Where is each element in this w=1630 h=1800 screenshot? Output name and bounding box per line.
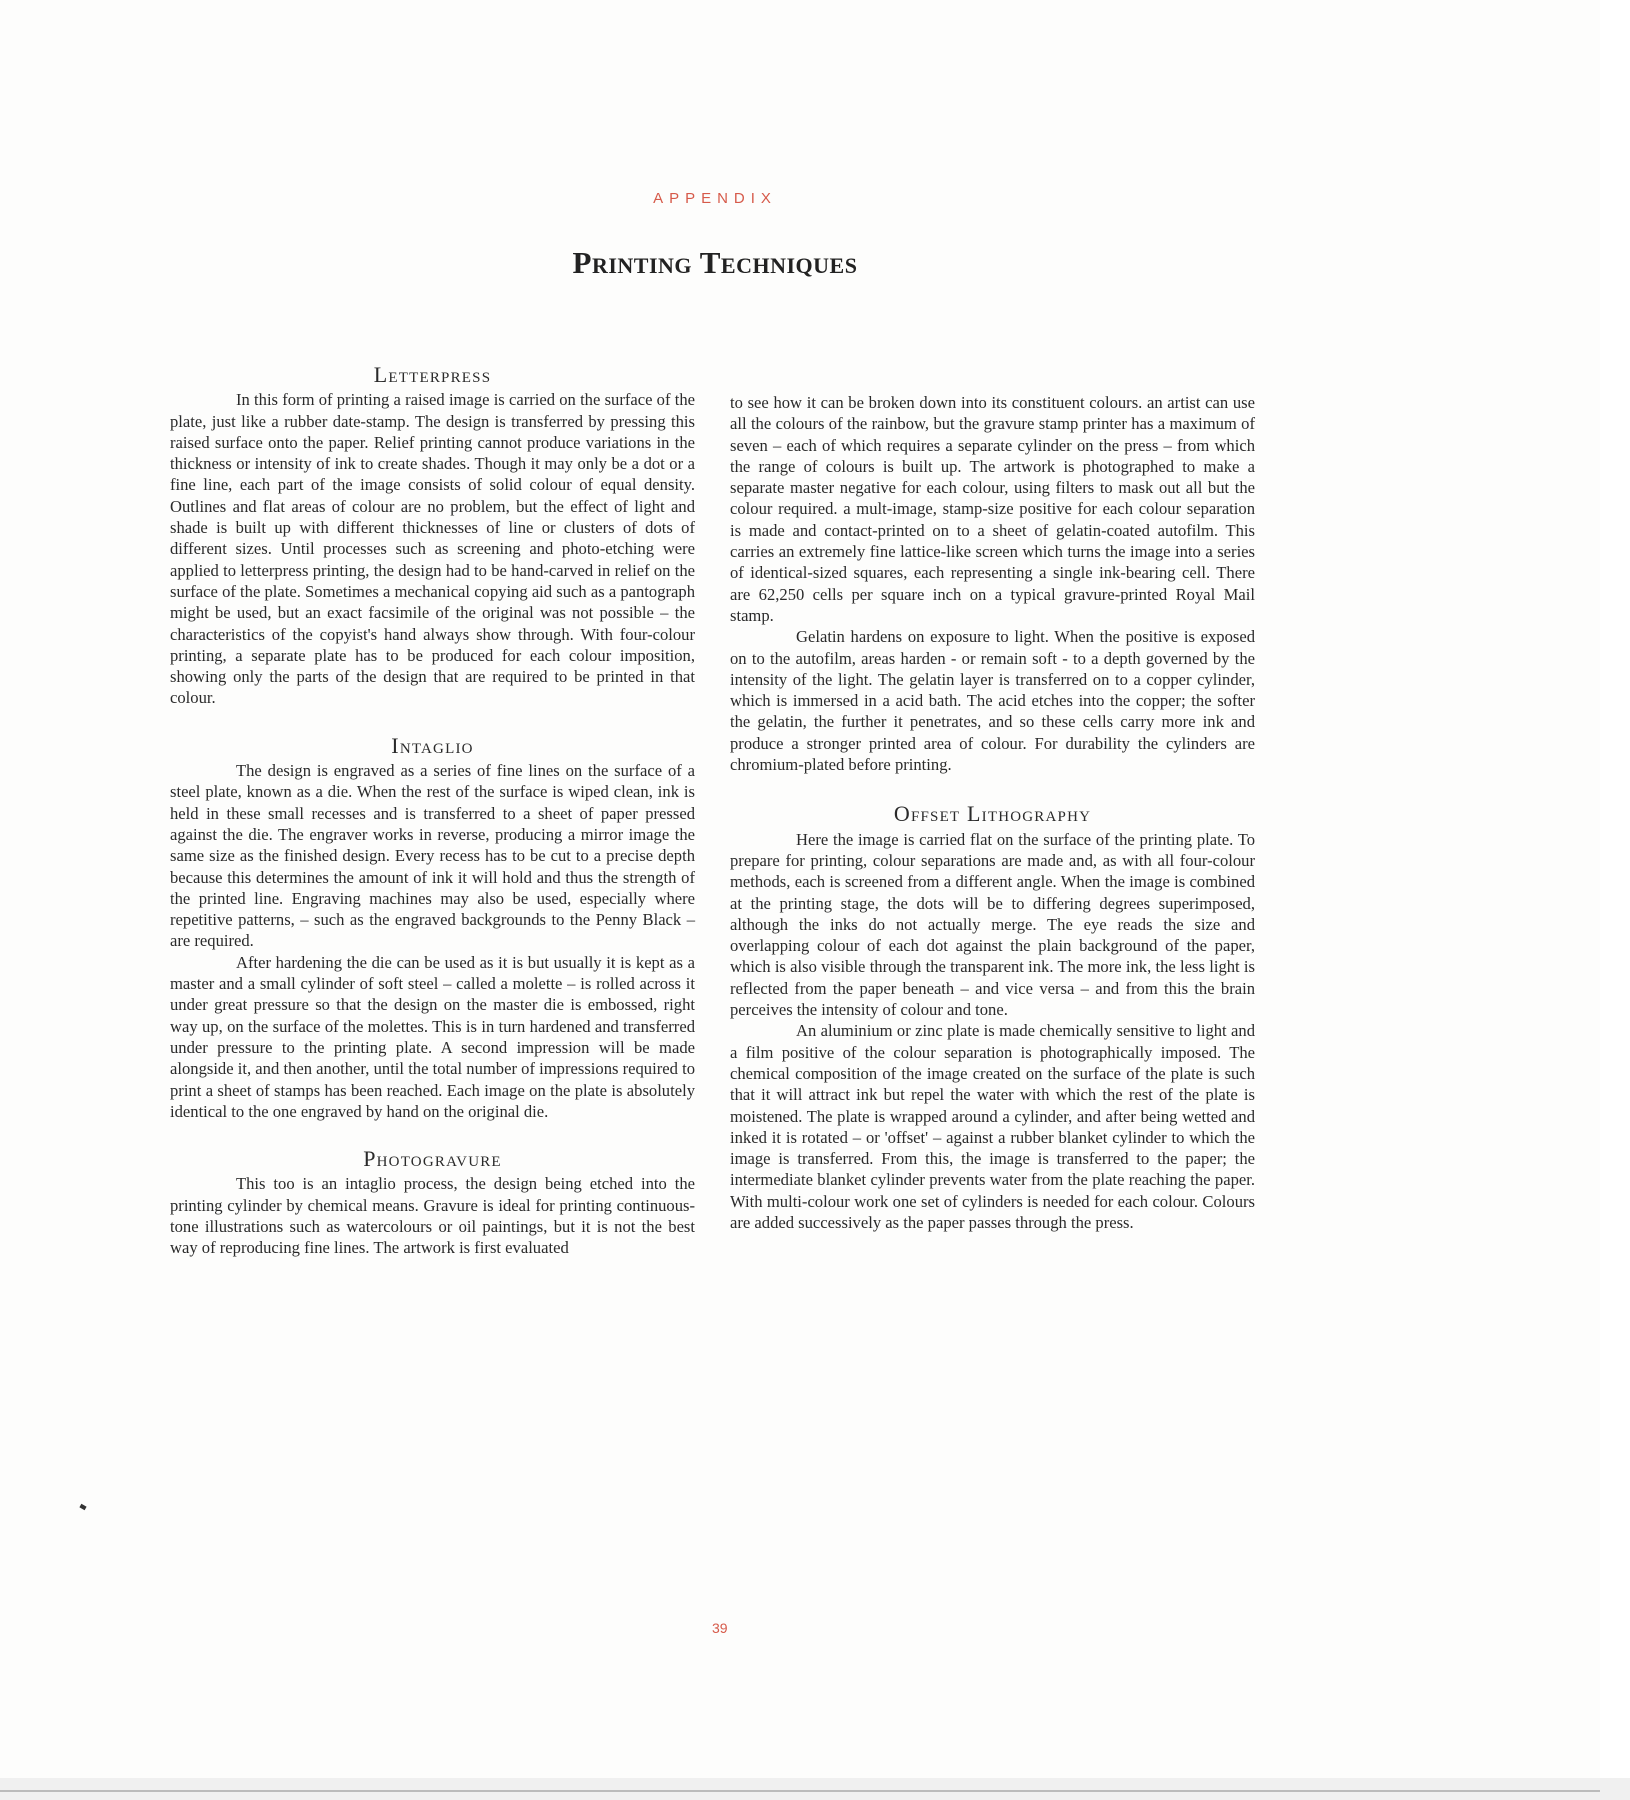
heading-letterpress: Letterpress [373,362,492,387]
heading-intaglio: Intaglio [391,732,474,758]
photogravure-paragraph-1: This too is an intaglio process, the design being etched into the printing cylinder by chemical means. Gravure is ideal for printing continuous-tone illustrations such as watercolours or oil paintings, but it is not the best way of reproducing fine lines. The artwork is first evaluated [170,1174,695,1258]
heading-offset-lithography: Offset Lithography [893,801,1092,827]
page-title: Printing Techniques [572,245,858,280]
offset-paragraph-1: Here the image is carried flat on the surface of the printing plate. To prepare for printing, colour separations are made and, as with all four-colour methods, each is screened from a different angle. When the image is combined at the printing stage, the dots will be to differing degrees superimposed, although the inks do not actually merge. The eye reads the size and overlapping colour of each dot against the plain background of the paper, which is also visible through the transparent ink. The more ink, the less light is reflected from the paper beneath – and vice versa – and from this the brain perceives the intensity of colour and tone. [730,829,1255,1020]
intaglio-paragraph-2: After hardening the die can be used as it is but usually it is kept as a master and a small cylinder of soft steel – called a molette – is rolled across it under great pressure so that the design on the master die is embossed, right way up, on the surface of the molettes. This is in turn hardened and transferred under pressure to the printing plate. A second impression will be made alongside it, and then another, until the total number of impressions required to print a sheet of stamps has been reached. Each image on the plate is absolutely identical to the one engraved by hand on the original die. [170,952,695,1121]
offset-paragraph-2: An aluminium or zinc plate is made chemically sensitive to light and a film positive of the colour separation is photographically imposed. The chemical composition of the image created on the surface of the plate is such that it will attract ink but repel the water with which the rest of the plate is moistened. The plate is wrapped around a cylinder, and after being wetted and inked it is rotated – or 'offset' – against a rubber blanket cylinder to which the image is transferred. From this, the image is transferred to the paper; the intermediate blanket cylinder prevents water from the plate reaching the paper. With multi-colour work one set of cylinders is needed for each colour. Colours are added successively as the paper passes through the press. [730,1021,1255,1232]
page-number: 39 [712,1620,728,1636]
heading-photogravure: Photogravure [363,1146,502,1172]
left-column [170,364,695,1259]
scan-bottom-edge [0,1778,1630,1800]
photogravure-continued-1: to see how it can be broken down into its constituent colours. an artist can use all the colours of the rainbow, but the gravure stamp printer has a maximum of seven – each of which requires a separate cylinder on the press – from which the range of colours is built up. The artwork is photographed to make a separate master negative for each colour, using filters to mask out all but the colour required. a mult-image, stamp-size positive for each colour separation is made and contact-printed on to a sheet of gelatin-coated autofilm. This carries an extremely fine lattice-like screen which turns the image into a series of identical-sized squares, each representing a single ink-bearing cell. There are 62,250 cells per square inch on a typical gravure-printed Royal Mail stamp. [730,393,1255,625]
letterpress-paragraph-1: In this form of printing a raised image is carried on the surface of the plate, just like a rubber date-stamp. The design is transferred by pressing this raised surface onto the paper. Relief printing cannot produce variations in the thickness or intensity of ink to create shades. Though it may only be a dot or a fine line, each part of the image consists of solid colour of equal density. Outlines and flat areas of colour are no problem, but the effect of light and shade is built up with different thicknesses of line or clusters of dots of different sizes. Until processes such as screening and photo-etching were applied to letterpress printing, the design had to be hand-carved in relief on the surface of the plate. Sometimes a mechanical copying aid such as a pantograph might be used, but an exact facsimile of the original was not possible – the characteristics of the copyist's hand always show through. With four-colour printing, a separate plate has to be produced for each colour imposition, showing only the parts of the design that are required to be printed in that colour. [170,390,695,708]
right-column [730,392,1255,1233]
section-kicker: APPENDIX [653,190,777,207]
intaglio-paragraph-1: The design is engraved as a series of fine lines on the surface of a steel plate, known as a die. When the rest of the surface is wiped clean, ink is held in these small recesses and is transferred to a sheet of paper pressed against the die. The engraver works in reverse, producing a mirror image the same size as the finished design. Every recess has to be cut to a precise depth because this determines the amount of ink it will hold and thus the strength of the printed line. Engraving machines may also be used, especially where repetitive patterns, – such as the engraved backgrounds to the Penny Black – are required. [170,761,695,951]
scan-margin [1600,0,1630,1800]
photogravure-continued-2: Gelatin hardens on exposure to light. When the positive is exposed on to the autofilm, areas harden - or remain soft - to a depth governed by the intensity of the light. The gelatin layer is transferred on to a copper cylinder, which is immersed in a acid bath. The acid etches into the copper; the softer the gelatin, the further it penetrates, and so these cells carry more ink and produce a stronger printed area of colour. For durability the cylinders are chromium-plated before printing. [730,627,1255,775]
